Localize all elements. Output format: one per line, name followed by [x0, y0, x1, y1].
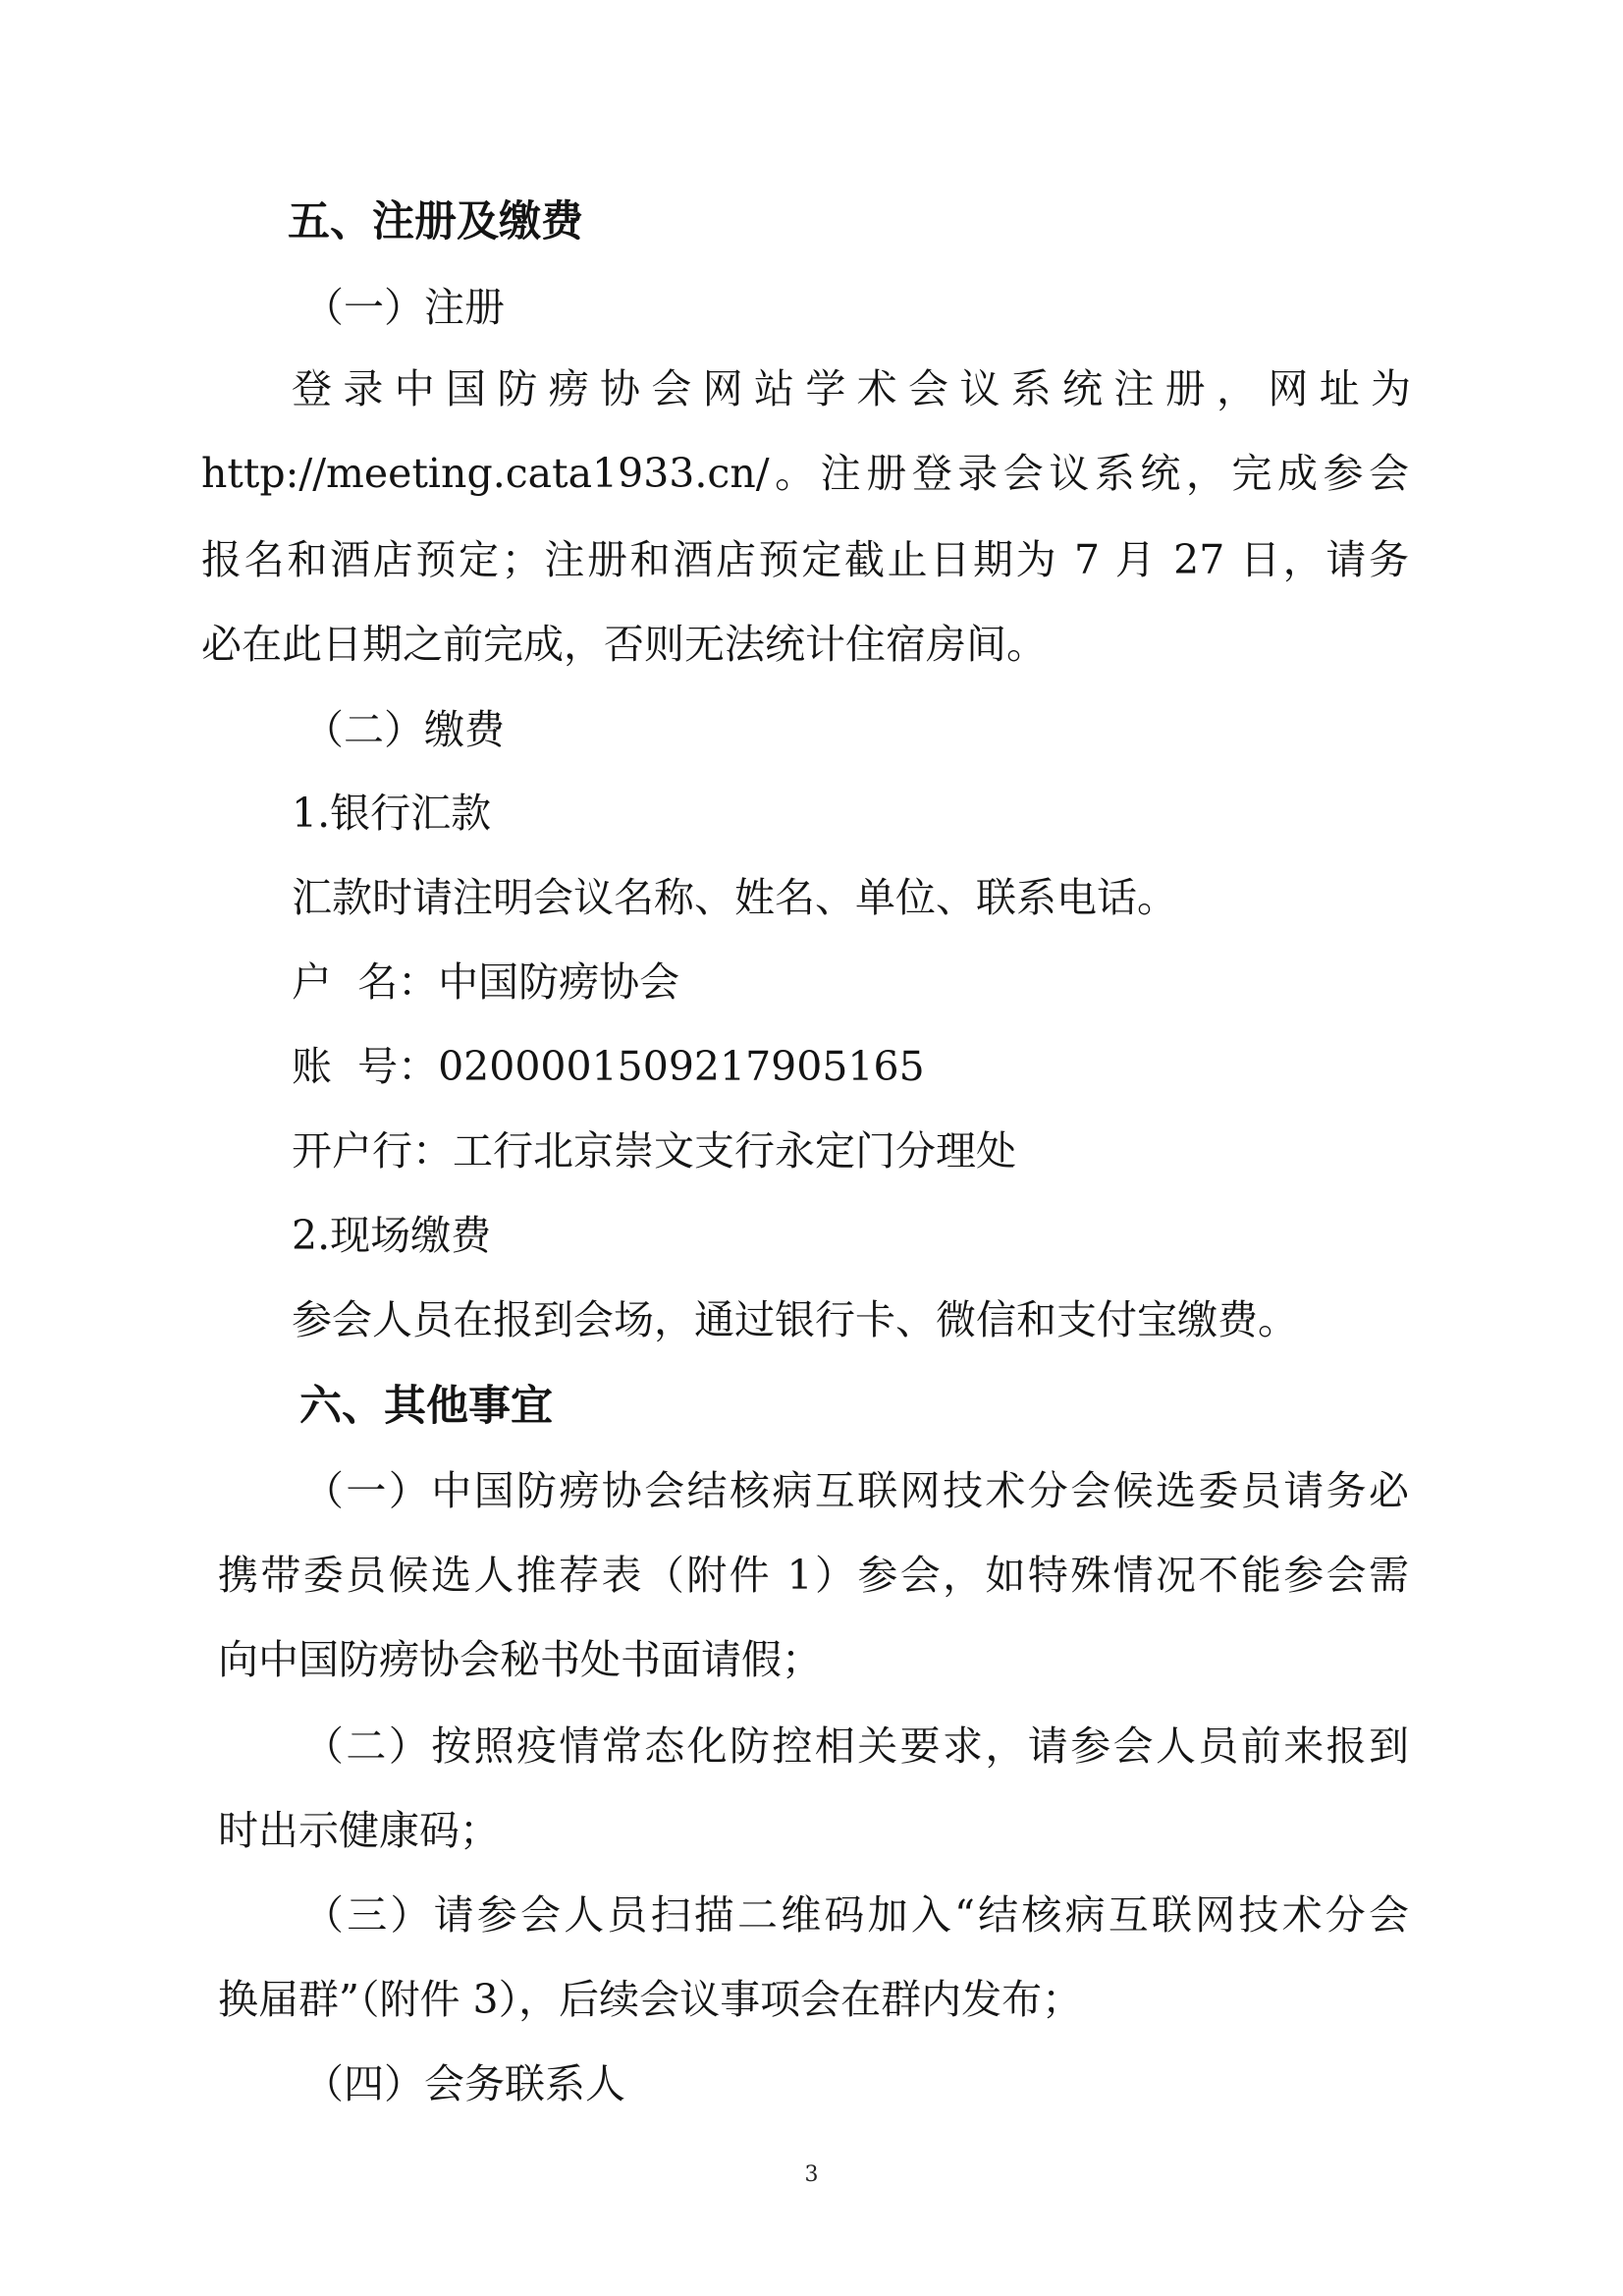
register-line-2: http://meeting.cata1933.cn/。注册登录会议系统，完成参会 — [201, 450, 1409, 497]
register-line-3: 报名和酒店预定；注册和酒店预定截止日期为 7 月 27 日，请务 — [201, 536, 1409, 583]
item4-heading: （四）会务联系人 — [303, 2060, 625, 2107]
payment-heading: （二）缴费 — [303, 706, 505, 753]
register-heading: （一）注册 — [303, 284, 505, 331]
item1-line-2: 携带委员候选人推荐表（附件 1）参会，如特殊情况不能参会需 — [218, 1552, 1409, 1599]
onsite-payment-note: 参会人员在报到会场，通过银行卡、微信和支付宝缴费。 — [292, 1296, 1298, 1343]
register-line-4: 必在此日期之前完成，否则无法统计住宿房间。 — [201, 621, 1047, 668]
section6-heading: 六、其他事宜 — [299, 1382, 553, 1431]
bank-transfer-note: 汇款时请注明会议名称、姓名、单位、联系电话。 — [292, 874, 1177, 921]
section5-heading: 五、注册及缴费 — [288, 197, 583, 246]
bank-transfer-title: 1.银行汇款 — [292, 790, 492, 837]
item1-line-1: （一）中国防痨协会结核病互联网技术分会候选委员请务必 — [303, 1467, 1409, 1514]
item3-line-2: 换届群”（附件 3），后续会议事项会在群内发布； — [218, 1976, 1083, 2023]
account-number: 账 号：0200001509217905165 — [292, 1043, 925, 1090]
item3-line-1: （三）请参会人员扫描二维码加入“结核病互联网技术分会 — [303, 1891, 1409, 1939]
account-name: 户 名：中国防痨协会 — [292, 958, 680, 1006]
bank-branch: 开户行：工行北京崇文支行永定门分理处 — [292, 1127, 1016, 1175]
item1-line-3: 向中国防痨协会秘书处书面请假； — [218, 1636, 822, 1683]
onsite-payment-title: 2.现场缴费 — [292, 1212, 492, 1259]
register-line-1: 登录中国防痨协会网站学术会议系统注册，网址为 — [292, 365, 1411, 412]
item2-line-2: 时出示健康码； — [218, 1807, 500, 1854]
item2-line-1: （二）按照疫情常态化防控相关要求，请参会人员前来报到 — [303, 1722, 1409, 1770]
page-number: 3 — [804, 2162, 819, 2187]
